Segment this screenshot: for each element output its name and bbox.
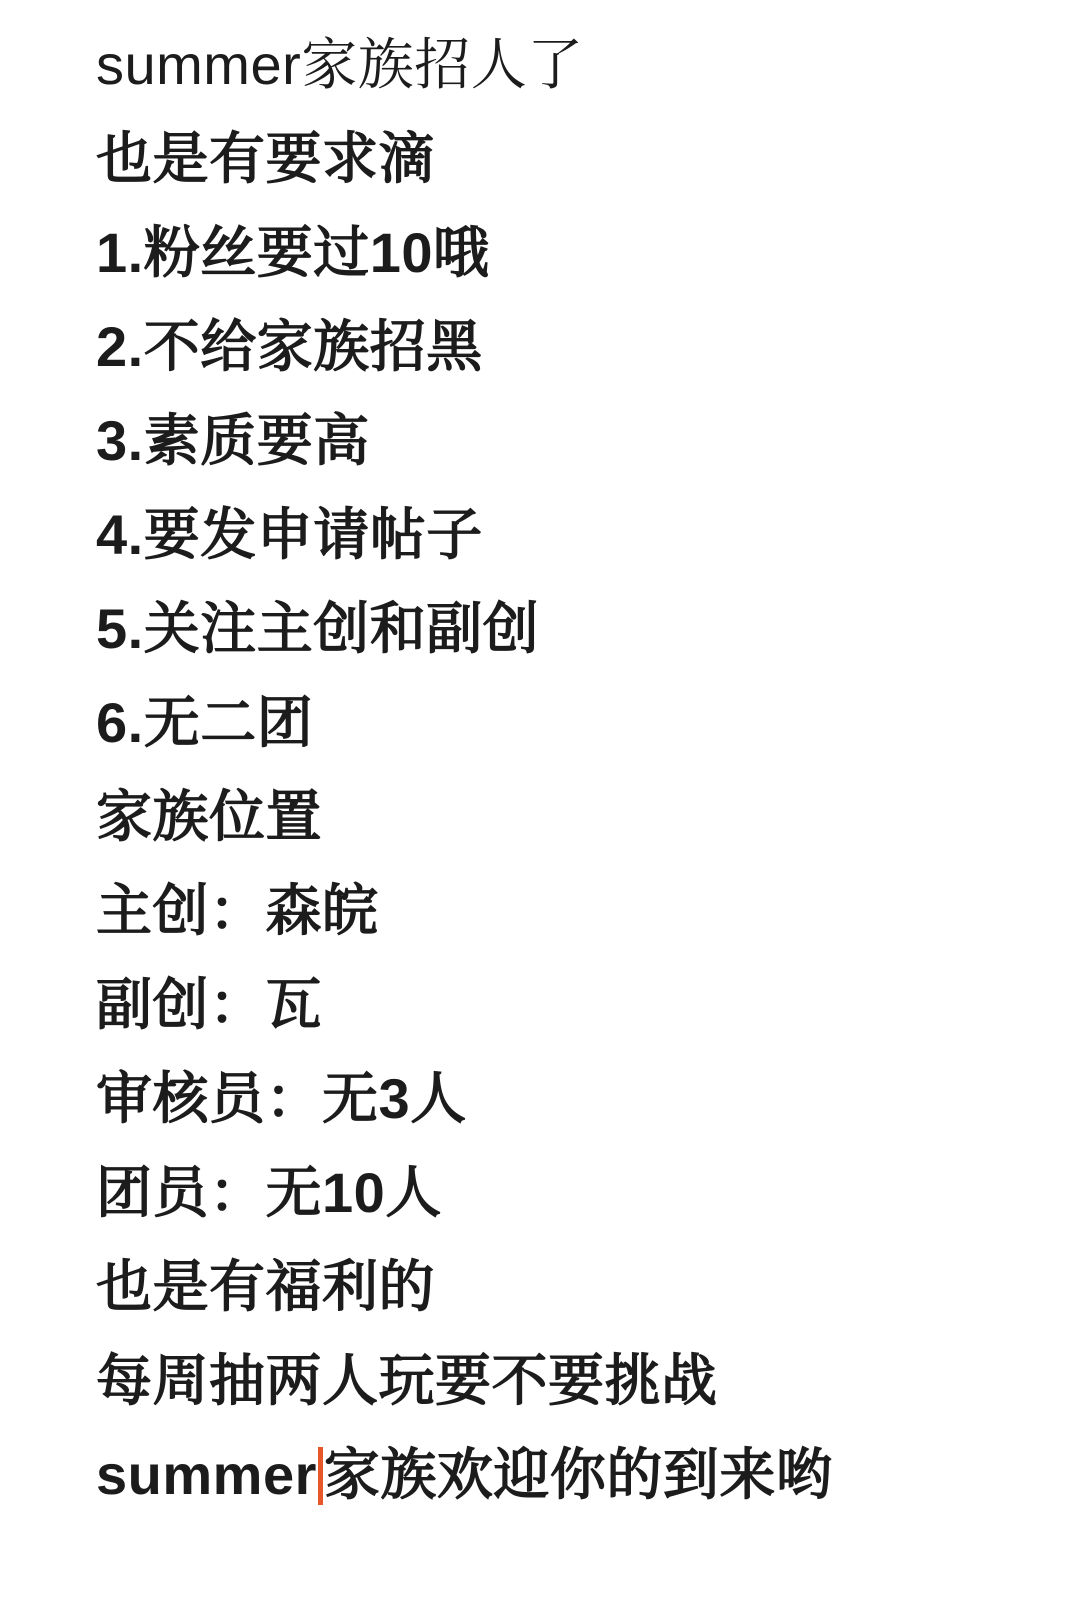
text-line-2: 也是有要求滴 [96,127,435,190]
text-line-1: summer家族招人了 [96,33,584,96]
text-line-8: 6.无二团 [96,691,314,754]
last-line-before-cursor: summer [96,1443,317,1506]
text-line-6: 4.要发申请帖子 [96,503,483,566]
text-line-3: 1.粉丝要过10哦 [96,221,490,284]
text-line-11: 副创：瓦 [96,973,322,1036]
text-line-14: 也是有福利的 [96,1255,435,1318]
text-line-15: 每周抽两人玩要不要挑战 [96,1349,718,1412]
text-line-7: 5.关注主创和副创 [96,597,540,660]
text-line-9: 家族位置 [96,785,322,848]
last-line-after-cursor: 家族欢迎你的到来哟 [323,1443,833,1506]
text-line-13: 团员：无10人 [96,1161,442,1224]
text-body[interactable] [96,18,1036,1522]
text-line-16 [96,1428,1036,1522]
text-line-4: 2.不给家族招黑 [96,315,483,378]
text-line-10: 主创：森皖 [96,879,379,942]
text-line-5: 3.素质要高 [96,409,370,472]
text-line-12: 审核员：无3人 [96,1067,467,1130]
text-caret [318,1447,323,1505]
